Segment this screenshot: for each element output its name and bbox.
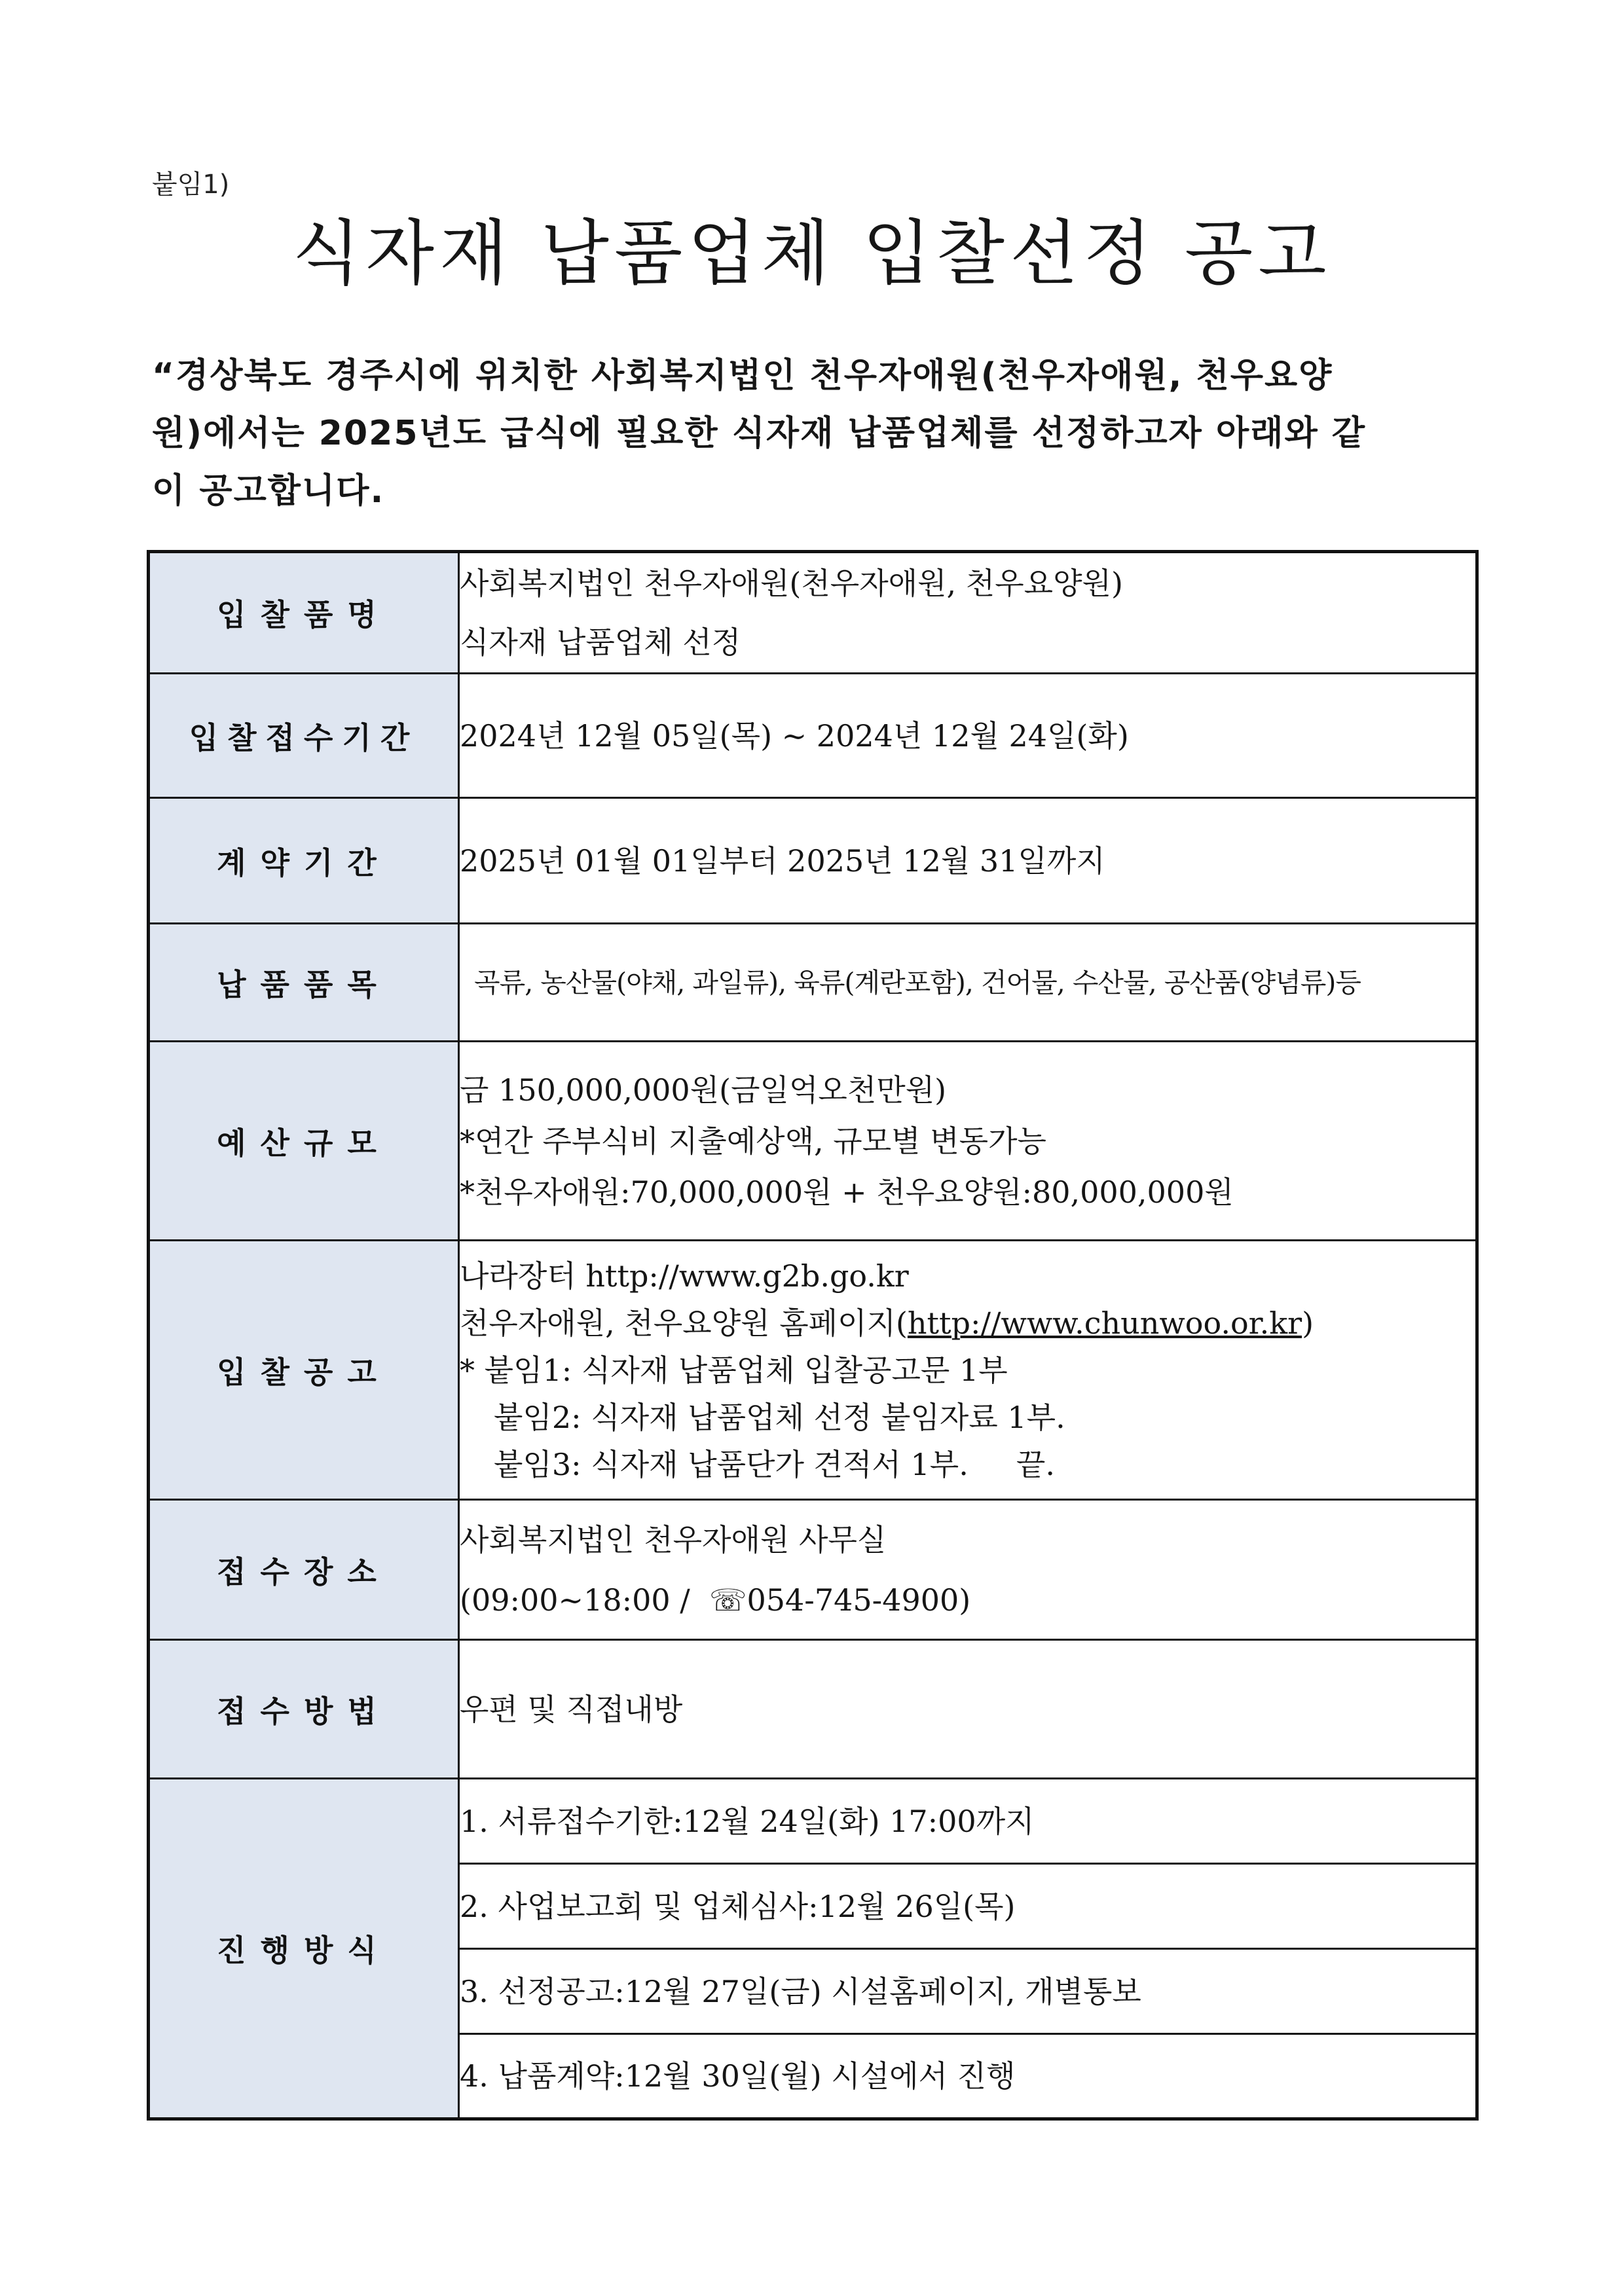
intro-paragraph (152, 347, 1462, 520)
label-supply-items: 납품품목 (149, 924, 459, 1042)
value-line: * 붙임1: 식자재 납품업체 입찰공고문 1부 (460, 1352, 1008, 1388)
row-reception-place (149, 1500, 1477, 1640)
row-reception-method (149, 1640, 1477, 1779)
row-bid-item (149, 552, 1477, 674)
label-process: 진행방식 (149, 1779, 459, 2119)
value-contract-period: 2025년 01월 01일부터 2025년 12월 31일까지 (459, 798, 1477, 924)
value-line: 나라장터 http://www.g2b.go.kr (460, 1258, 909, 1294)
process-step: 1. 서류접수기한:12월 24일(화) 17:00까지 (459, 1779, 1477, 1864)
value-bid-item (459, 552, 1477, 674)
label-bid-period: 입찰접수기간 (149, 674, 459, 798)
value-line: *천우자애원:70,000,000원 + 천우요양원:80,000,000원 (460, 1174, 1234, 1210)
value-reception-place (459, 1500, 1477, 1640)
attachment-label: 붙임1) (152, 170, 230, 200)
page-title: 식자재 납품업체 입찰선정 공고 (292, 213, 1332, 295)
value-line: 사회복지법인 천우자애원(천우자애원, 천우요양원) (460, 566, 1123, 601)
value-line (460, 1300, 1475, 1347)
homepage-text-end: ) (1302, 1305, 1314, 1341)
homepage-text: 천우자애원, 천우요양원 홈페이지( (460, 1305, 908, 1341)
label-contract-period: 계약기간 (149, 798, 459, 924)
label-reception-method: 접수방법 (149, 1640, 459, 1779)
process-step: 4. 납품계약:12월 30일(월) 시설에서 진행 (459, 2034, 1477, 2119)
intro-line: 이 공고합니다. (152, 471, 385, 511)
row-supply-items (149, 924, 1477, 1042)
value-line: 식자재 납품업체 선정 (460, 625, 741, 660)
value-line: 사회복지법인 천우자애원 사무실 (460, 1522, 887, 1558)
intro-line: 원)에서는 2025년도 급식에 필요한 식자재 납품업체를 선정하고자 아래와 같 (152, 414, 1367, 453)
value-line: *연간 주부식비 지출예상액, 규모별 변동가능 (460, 1123, 1046, 1159)
process-step: 2. 사업보고회 및 업체심사:12월 26일(목) (459, 1864, 1477, 1949)
label-bid-notice: 입찰공고 (149, 1241, 459, 1500)
value-line: 붙임2: 식자재 납품업체 선정 붙임자료 1부. (494, 1399, 1065, 1435)
label-reception-place: 접수장소 (149, 1500, 459, 1640)
notice-table (147, 550, 1479, 2121)
row-contract-period (149, 798, 1477, 924)
label-budget: 예산규모 (149, 1042, 459, 1241)
intro-line: “경상북도 경주시에 위치한 사회복지법인 천우자애원(천우자애원, 천우요양 (152, 356, 1333, 395)
homepage-link[interactable]: http://www.chunwoo.or.kr (907, 1305, 1302, 1341)
row-bid-notice (149, 1241, 1477, 1500)
value-reception-method: 우편 및 직접내방 (459, 1640, 1477, 1779)
row-process-step (149, 1779, 1477, 1864)
row-budget (149, 1042, 1477, 1241)
value-bid-period: 2024년 12월 05일(목) ~ 2024년 12월 24일(화) (459, 674, 1477, 798)
label-bid-item: 입찰품명 (149, 552, 459, 674)
value-line: 붙임3: 식자재 납품단가 견적서 1부. 끝. (494, 1446, 1055, 1482)
value-line: 금 150,000,000원(금일억오천만원) (460, 1072, 947, 1108)
value-line: (09:00~18:00 / ☏054-745-4900) (460, 1582, 971, 1618)
row-bid-period (149, 674, 1477, 798)
process-step: 3. 선정공고:12월 27일(금) 시설홈페이지, 개별통보 (459, 1949, 1477, 2034)
value-budget (459, 1042, 1477, 1241)
value-bid-notice (459, 1241, 1477, 1500)
value-supply-items: 곡류, 농산물(야채, 과일류), 육류(계란포함), 건어물, 수산물, 공산품(양념류)등 (459, 924, 1477, 1042)
